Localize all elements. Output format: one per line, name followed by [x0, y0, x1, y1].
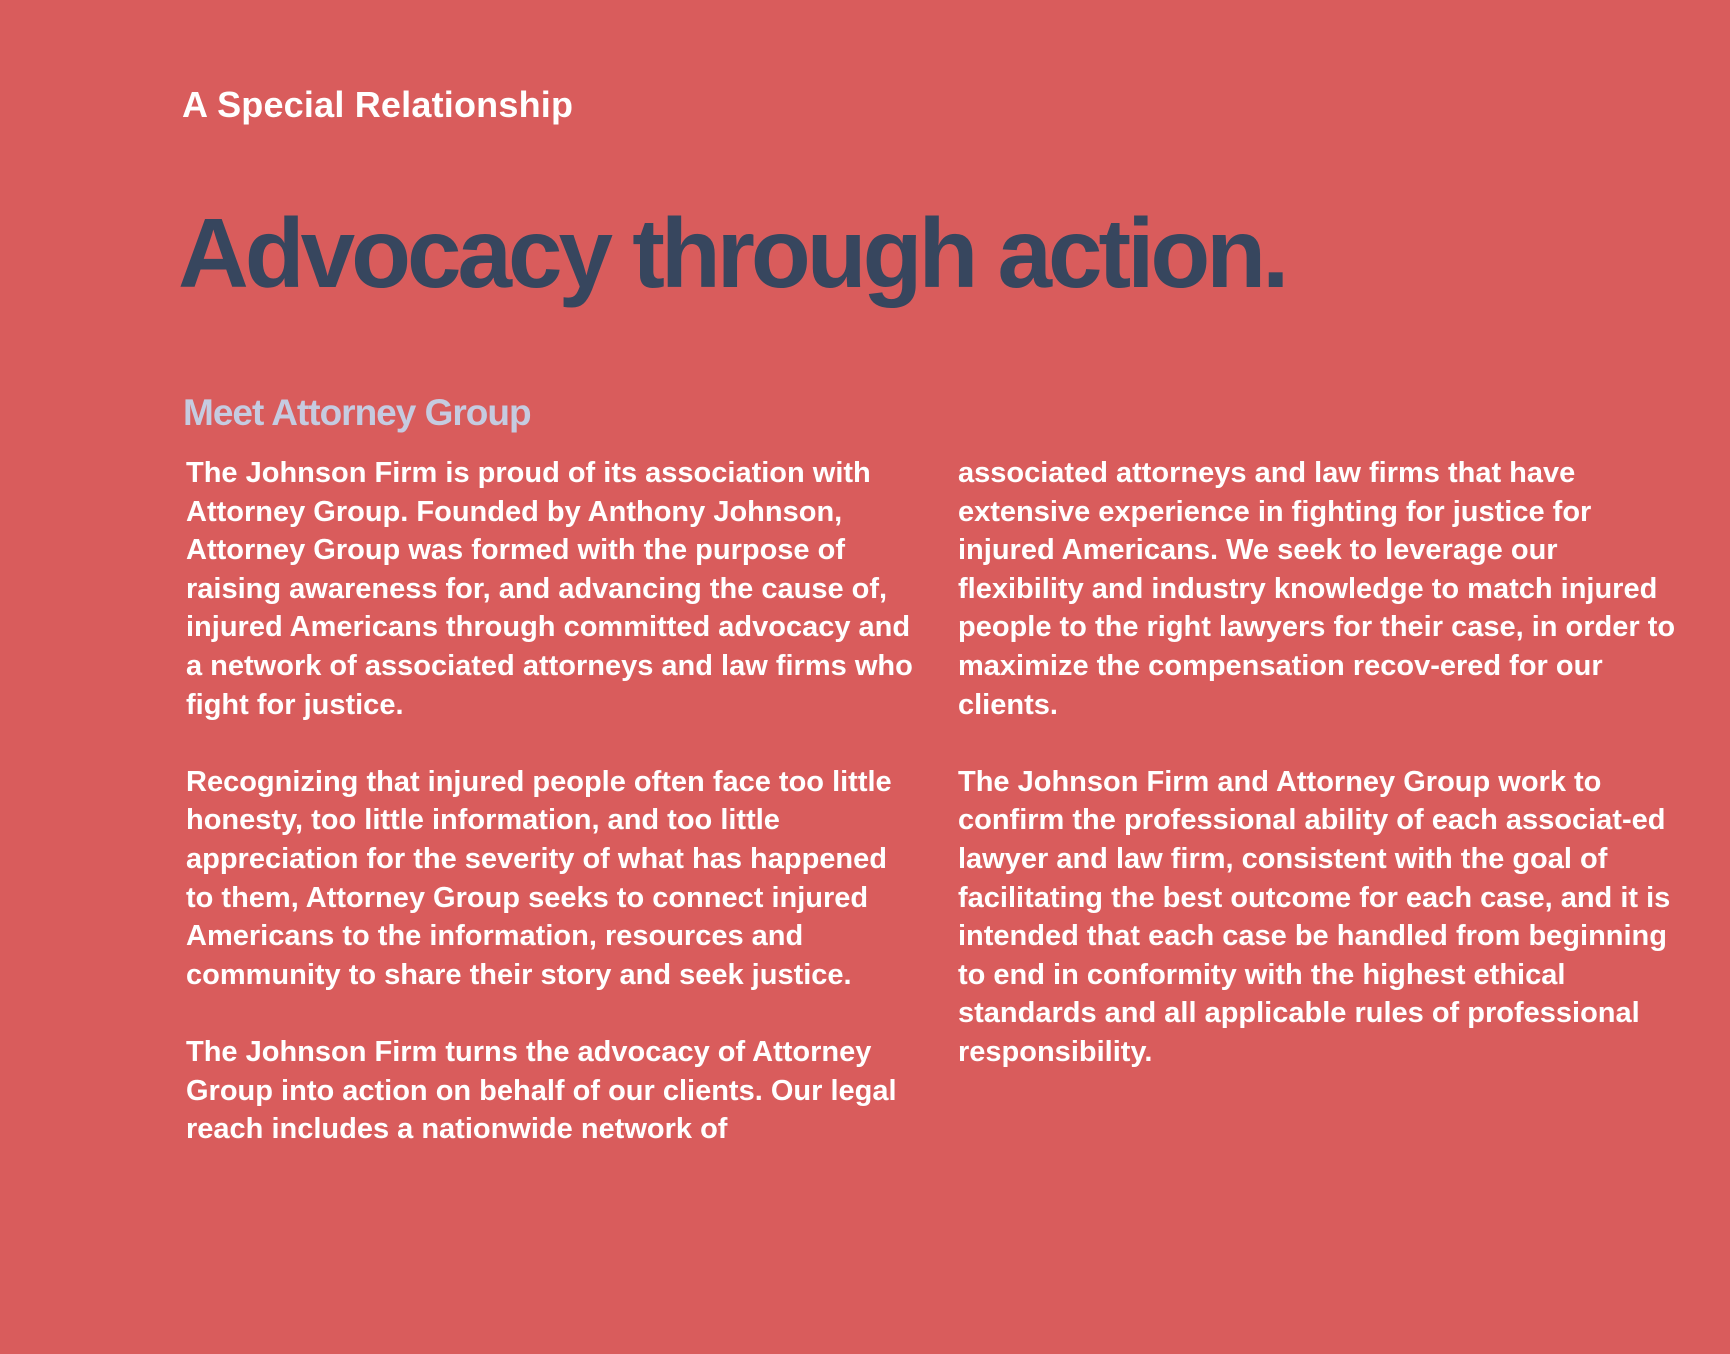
paragraph: The Johnson Firm is proud of its association with Attorney Group. Founded by Anthony Johnson, Attorney Group was formed with the purpose of raising awareness for, and advancing the cause of, injured Americans through committed advocacy and a network of associated attorneys and law firms who fight for justice.: [186, 457, 913, 721]
paragraph: The Johnson Firm turns the advocacy of Attorney Group into action on behalf of our clients. Our legal reach includes a nationwide network of: [186, 1035, 897, 1146]
paragraph: The Johnson Firm and Attorney Group work to confirm the professional ability of each associat-ed lawyer and law firm, consistent with the goal of facilitating the best outcome for each case, and it is intended that each case be handled from beginning to end in conformity with the highest ethical standards and all applicable rules of professional responsibility.: [958, 765, 1671, 1068]
text-column-right: [958, 454, 1688, 1072]
paragraph: associated attorneys and law firms that have extensive experience in fighting for justice for injured Americans. We seek to leverage our flexibility and industry knowledge to match injured people to the right lawyers for their case, in order to maximize the compensation recov-ered for our clients.: [958, 457, 1676, 721]
paragraph: Recognizing that injured people often face too little honesty, too little information, and too little appreciation for the severity of what has happened to them, Attorney Group seeks to connect injured Americans to the information, resources and community to share their story and seek justice.: [186, 765, 892, 991]
text-column-left: [186, 454, 916, 1149]
section-title: Meet Attorney Group: [183, 392, 531, 433]
eyebrow-label: A Special Relationship: [182, 84, 574, 125]
page-headline: Advocacy through action.: [178, 198, 1286, 308]
